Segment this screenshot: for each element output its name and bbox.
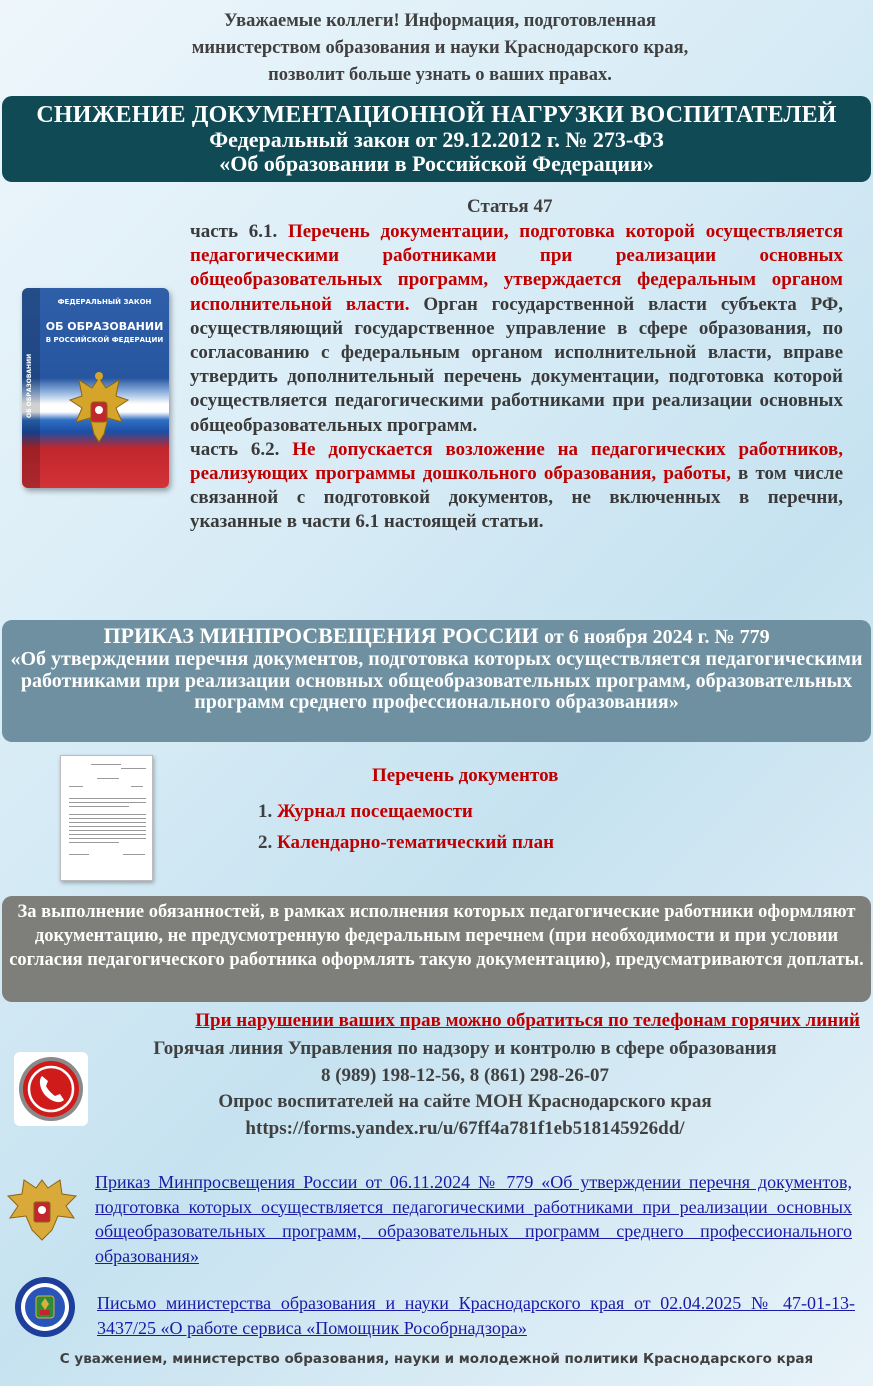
banner-title: СНИЖЕНИЕ ДОКУМЕНТАЦИОННОЙ НАГРУЗКИ ВОСПИТАТЕЛЕЙ — [36, 102, 837, 128]
part-6-1-label: часть 6.1. — [190, 221, 278, 242]
part-6-2-highlight: Не допускается возложение на педагогических работников, реализующих программы дошкольного образования, работы, — [190, 438, 844, 485]
survey-title: Опрос воспитателей на сайте МОН Краснодарского края — [218, 1091, 712, 1112]
article-part-6-1 — [190, 220, 843, 438]
list-item-number: 1. — [258, 801, 273, 822]
documents-list-title: Перечень документов — [372, 765, 559, 786]
intro-line-1: Уважаемые коллеги! Информация, подготовленная — [224, 11, 656, 31]
law-reference: Федеральный закон от 29.12.2012 г. № 273-ФЗ — [209, 127, 664, 152]
article-part-6-2 — [190, 438, 843, 535]
survey-url[interactable]: https://forms.yandex.ru/u/67ff4a781f1eb518145926dd/ — [245, 1117, 685, 1139]
krasnodar-emblem-icon — [14, 1276, 76, 1338]
law-book-image — [22, 288, 169, 488]
document-thumbnail — [60, 755, 153, 881]
book-title: ОБ ОБРАЗОВАНИИ — [45, 320, 164, 333]
phone-icon — [14, 1052, 88, 1126]
law-name: «Об образовании в Российской Федерации» — [219, 151, 654, 176]
part-6-1-rest: Орган государственной власти субъекта РФ, осуществляющий государственное управление в сфере образования, по согласованию с федеральным органом исполнительной власти, вправе утвердить дополнительный перечень документации, подготовка которой осуществляется педагогическими работниками при реализации основных общеобразовательных программ. — [190, 293, 843, 436]
header-banner — [2, 96, 871, 182]
hotline-header: При нарушении ваших прав можно обратиться по телефонам горячих линий — [195, 1010, 860, 1031]
part-6-2-rest: в том числе связанной с подготовкой документов, не включенных в перечни, указанные в части 6.1 настоящей статьи. — [190, 463, 843, 533]
intro-line-2: министерством образования и науки Краснодарского края, — [191, 38, 689, 58]
list-item-label: Журнал посещаемости — [277, 801, 473, 822]
order-title — [2, 624, 871, 649]
list-item — [258, 801, 473, 823]
hotline-title: Горячая линия Управления по надзору и контролю в сфере образования — [153, 1038, 777, 1059]
part-6-1-highlight: Перечень документации, подготовка которой осуществляется педагогическими работниками при реализации основных общеобразовательных программ, утверждается федеральным органом исполнительной власти. — [190, 221, 844, 315]
book-spine-text: ОБ ОБРАЗОВАНИИ — [26, 353, 33, 418]
hotline-info — [80, 1036, 850, 1142]
order-link[interactable]: Приказ Минпросвещения России от 06.11.2024 № 779 «Об утверждении перечня документов, подготовка которых осуществляется педагогическими работниками при реализации основных общеобразовательных программ, образовательных программ среднего профессионального образования» — [95, 1172, 852, 1266]
article-title: Статья 47 — [467, 196, 553, 217]
footer-signature: С уважением, министерство образования, науки и молодежной политики Краснодарского края — [59, 1351, 814, 1367]
book-subtitle: В РОССИЙСКОЙ ФЕДЕРАЦИИ — [45, 336, 164, 344]
letter-link[interactable]: Письмо министерства образования и науки Краснодарского края от 02.04.2025 № 47-01-13-3437/25 «О работе сервиса «Помощник Рособрнадзора» — [97, 1293, 855, 1338]
order-name: ПРИКАЗ МИНПРОСВЕЩЕНИЯ РОССИИ — [103, 623, 539, 648]
ministry-eagle-icon — [4, 1174, 80, 1246]
order-banner — [2, 620, 871, 742]
order-body: «Об утверждении перечня документов, подготовка которых осуществляется педагогическими работниками при реализации основных общеобразовательных программ, образовательных программ среднего профессионального образования» — [10, 648, 863, 713]
list-item-label: Календарно-тематический план — [277, 832, 555, 853]
list-item — [258, 832, 554, 854]
intro-line-3: позволит больше узнать о ваших правах. — [268, 65, 612, 85]
coat-of-arms-icon — [64, 370, 134, 450]
book-top-label: ФЕДЕРАЛЬНЫЙ ЗАКОН — [57, 298, 152, 306]
payment-notice-banner: За выполнение обязанностей, в рамках исполнения которых педагогические работники оформляют документацию, не предусмотренную федеральным перечнем (при необходимости и при условии согласия педагогического работника оформлять такую документацию), предусматриваются доплаты. — [2, 896, 871, 1002]
part-6-2-label: часть 6.2. — [190, 438, 280, 460]
article-text — [190, 220, 843, 535]
order-date: от 6 ноября 2024 г. № 779 — [544, 626, 770, 648]
list-item-number: 2. — [258, 832, 273, 853]
intro-text — [40, 8, 840, 89]
hotline-phones: 8 (989) 198-12-56, 8 (861) 298-26-07 — [320, 1064, 610, 1086]
